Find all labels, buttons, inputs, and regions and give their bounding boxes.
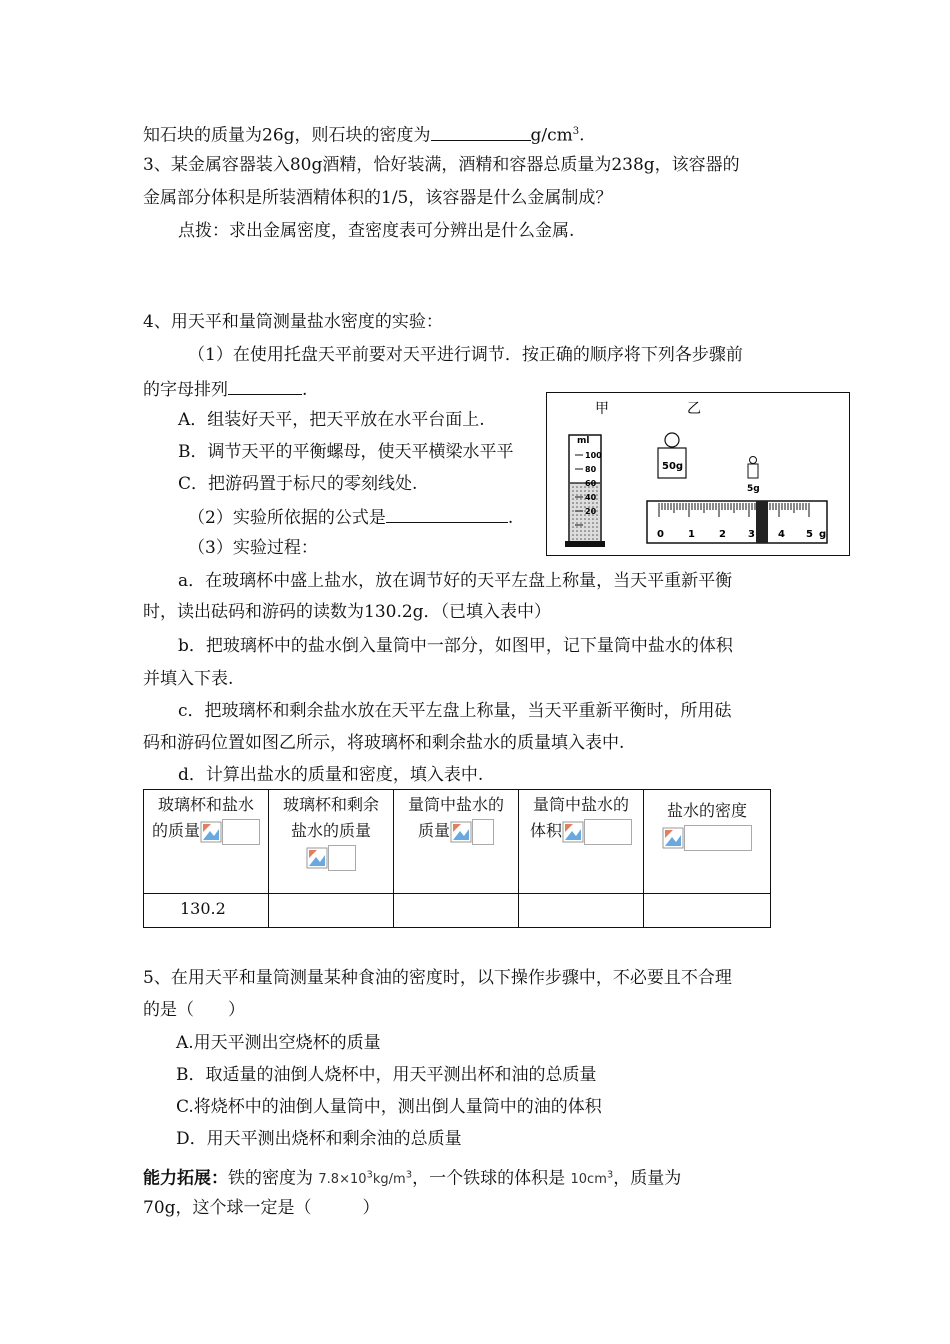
formula-blank [386,504,508,523]
answer-blank [431,122,531,141]
extension-line1: 能力拓展：铁的密度为 $7.8\times 10^3kg/m^3$，一个铁球的体积是 $10cm^3$，质量为 [143,1168,682,1189]
weight-5g [747,457,760,495]
cyl-tick-60: 60 [585,479,597,488]
header-cylinder-saltwater-mass: 量筒中盐水的 质量 [394,790,519,894]
broken-image-icon [200,821,222,843]
q3-line2: 金属部分体积是所装酒精体积的1/5，该容器是什么金属制成？ [143,188,613,208]
svg-text:2: 2 [719,529,726,540]
q4-option-a: A．组装好天平，把天平放在水平台面上. [178,410,485,430]
label-yi: 乙 [687,401,701,417]
svg-text:4: 4 [778,529,785,540]
q4-p2: （2）实验所依据的公式是 . [188,504,513,530]
q4-a2: 时，读出砝码和游码的读数为130.2g．（已填入表中） [143,602,552,622]
q4-a1: a．在玻璃杯中盛上盐水，放在调节好的天平左盘上称量，当天平重新平衡 [178,571,733,591]
q5-option-a: A.用天平测出空烧杯的质量 [176,1033,381,1053]
q4-option-b: B．调节天平的平衡螺母，使天平横梁水平平 [178,442,514,462]
iron-density: $7.8\times 10^3kg/m^3$ [318,1170,413,1188]
svg-text:5g: 5g [747,484,760,494]
ml-label: ml [577,436,590,446]
extension-label: 能力拓展： [143,1168,228,1189]
cyl-tick-20: 20 [585,507,597,516]
svg-text:1: 1 [688,529,695,540]
weight-50g [658,433,686,478]
q3-line1: 3、某金属容器装入80g酒精，恰好装满，酒精和容器总质量为238g，该容器的 [143,155,740,175]
label-jia: 甲 [595,401,609,417]
cyl-tick-80: 80 [585,465,597,474]
cyl-tick-40: 40 [585,493,597,502]
q5-option-c: C.将烧杯中的油倒人量筒中，测出倒人量筒中的油的体积 [176,1097,602,1117]
order-blank [228,376,302,395]
q4-p3: （3）实验过程： [188,538,318,558]
ball-volume: $10cm^3$ [570,1170,614,1188]
svg-text:5: 5 [806,529,813,540]
table-row [144,894,771,928]
q4-c2: 码和游码位置如图乙所示，将玻璃杯和剩余盐水的质量填入表中. [143,733,625,753]
cyl-tick-100: 100 [585,451,602,460]
svg-text:3: 3 [748,529,755,540]
input-box [472,819,494,845]
experiment-figure [546,392,850,556]
q4-p1a: （1）在使用托盘天平前要对天平进行调节．按正确的顺序将下列各步骤前 [188,345,743,365]
q4-title: 4、用天平和量筒测量盐水密度的实验： [143,312,443,332]
broken-image-icon [562,821,584,843]
q5-line2: 的是（ ） [143,1000,245,1020]
cell-initial-mass: 130.2 [144,894,269,928]
svg-text:g: g [819,529,827,540]
q4-b1: b．把玻璃杯中的盐水倒入量筒中一部分，如图甲，记下量筒中盐水的体积 [178,636,733,656]
broken-image-icon [662,827,684,849]
input-box [584,819,632,845]
q4-d: d．计算出盐水的质量和密度，填入表中. [178,765,484,785]
header-remaining-mass: 玻璃杯和剩余 盐水的质量 [269,790,394,894]
rider-scale [647,501,827,543]
broken-image-icon [306,847,328,869]
cell-saltwater-volume [519,894,644,928]
broken-image-icon [450,821,472,843]
svg-text:0: 0 [657,529,664,540]
cell-saltwater-mass [394,894,519,928]
table-header-row [144,790,771,894]
q5-line1: 5、在用天平和量筒测量某种食油的密度时，以下操作步骤中，不必要且不合理 [143,968,732,988]
results-table [143,789,771,928]
q3-hint: 点拨：求出金属密度，查密度表可分辨出是什么金属. [178,221,575,241]
q5-option-b: B．取适量的油倒人烧杯中，用天平测出杯和油的总质量 [176,1065,597,1085]
q5-option-d: D．用天平测出烧杯和剩余油的总质量 [176,1129,462,1149]
header-cup-and-saltwater-mass: 玻璃杯和盐水 的质量 [144,790,269,894]
line-stone-density: 知石块的质量为26g，则石块的密度为 $g/cm^3$. [143,120,585,148]
q4-option-c: C．把游码置于标尺的零刻线处. [178,474,418,494]
q4-p1b: 的字母排列 . [143,376,307,402]
q4-b2: 并填入下表. [143,669,234,689]
header-cylinder-saltwater-volume: 量筒中盐水的 体积 [519,790,644,894]
q4-c1: c．把玻璃杯和剩余盐水放在天平左盘上称量，当天平重新平衡时，所用砝 [178,701,732,721]
svg-text:50g: 50g [662,461,684,472]
header-saltwater-density: 盐水的密度 [644,790,771,894]
extension-line2: 70g，这个球一定是（ ） [143,1198,380,1218]
figure-drawing [547,393,849,555]
cell-saltwater-density [644,894,771,928]
input-box [328,845,356,871]
cell-remaining-mass [269,894,394,928]
graduated-cylinder [565,435,605,547]
input-box [222,819,260,845]
input-box [684,825,752,851]
